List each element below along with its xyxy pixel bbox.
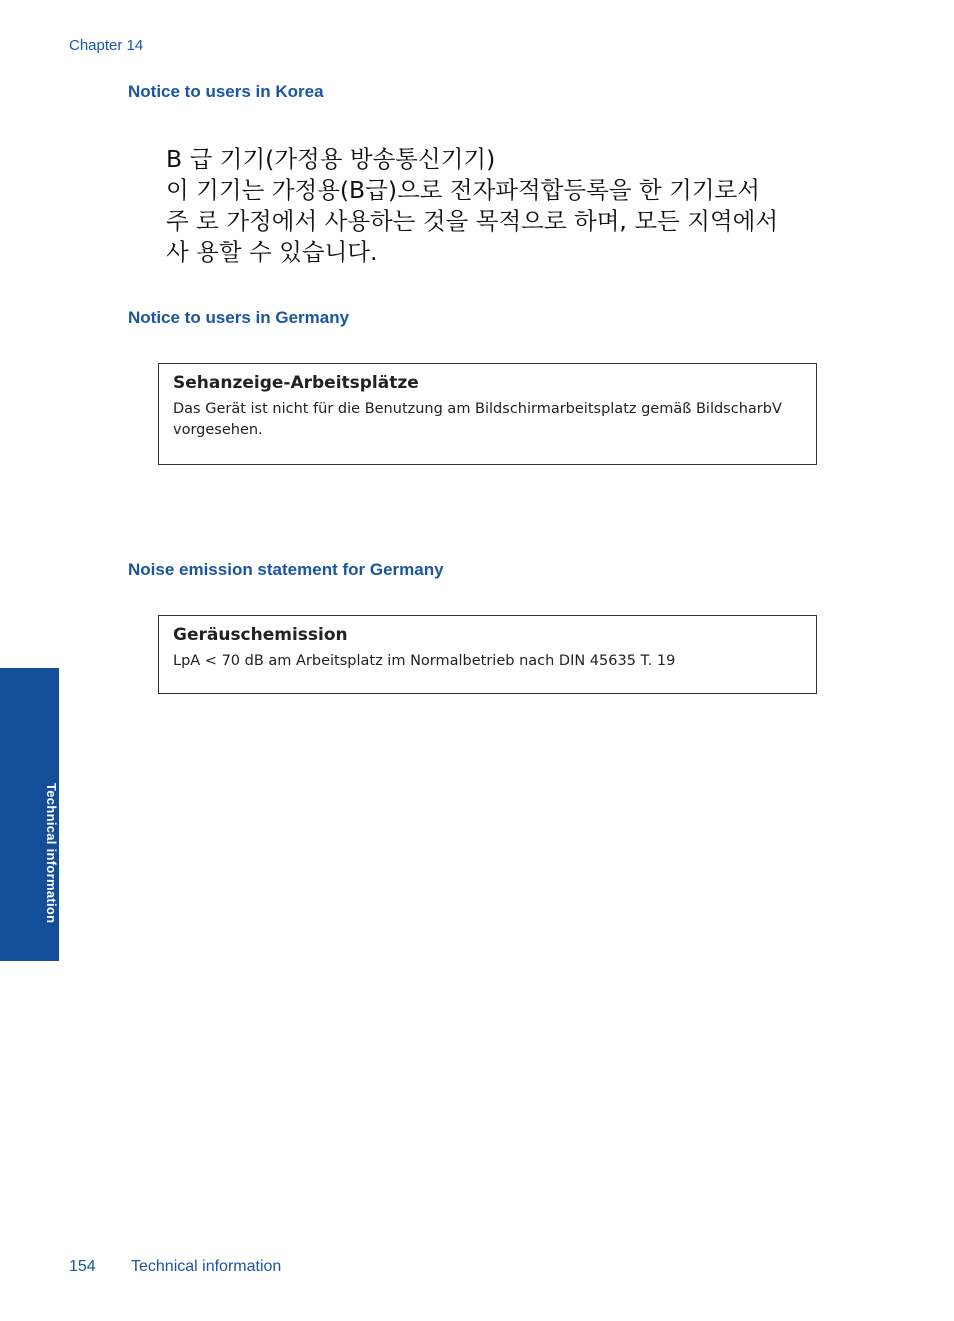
korea-notice-line: 주 로 가정에서 사용하는 것을 목적으로 하며, 모든 지역에서 — [166, 207, 779, 235]
geraeuschemission-box-title: Geräuschemission — [173, 625, 348, 645]
chapter-label: Chapter 14 — [69, 37, 144, 54]
geraeuschemission-box — [158, 615, 817, 694]
korea-notice-line: 이 기기는 가정용(B급)으로 전자파적합등록을 한 기기로서 — [166, 176, 760, 204]
korea-notice-text — [166, 144, 826, 268]
heading-germany-notice: Notice to users in Germany — [128, 308, 350, 327]
korea-notice-line: B 급 기기(가정용 방송통신기기) — [166, 145, 496, 173]
heading-noise-emission: Noise emission statement for Germany — [128, 560, 444, 579]
heading-korea-notice: Notice to users in Korea — [128, 82, 324, 101]
footer-section-title: Technical information — [131, 1258, 282, 1275]
sehanzeige-box-text: Das Gerät ist nicht für die Benutzung am Bildschirmarbeitsplatz gemäß BildscharbV vorgesehen. — [173, 401, 782, 438]
footer-page-number: 154 — [69, 1258, 96, 1275]
geraeuschemission-box-text: LpA < 70 dB am Arbeitsplatz im Normalbetrieb nach DIN 45635 T. 19 — [173, 653, 676, 669]
sehanzeige-box-title: Sehanzeige-Arbeitsplätze — [173, 373, 419, 393]
side-tab-label: Technical information — [44, 783, 59, 924]
sehanzeige-notice-box — [158, 363, 817, 465]
korea-notice-line: 사 용할 수 있습니다. — [166, 238, 378, 266]
